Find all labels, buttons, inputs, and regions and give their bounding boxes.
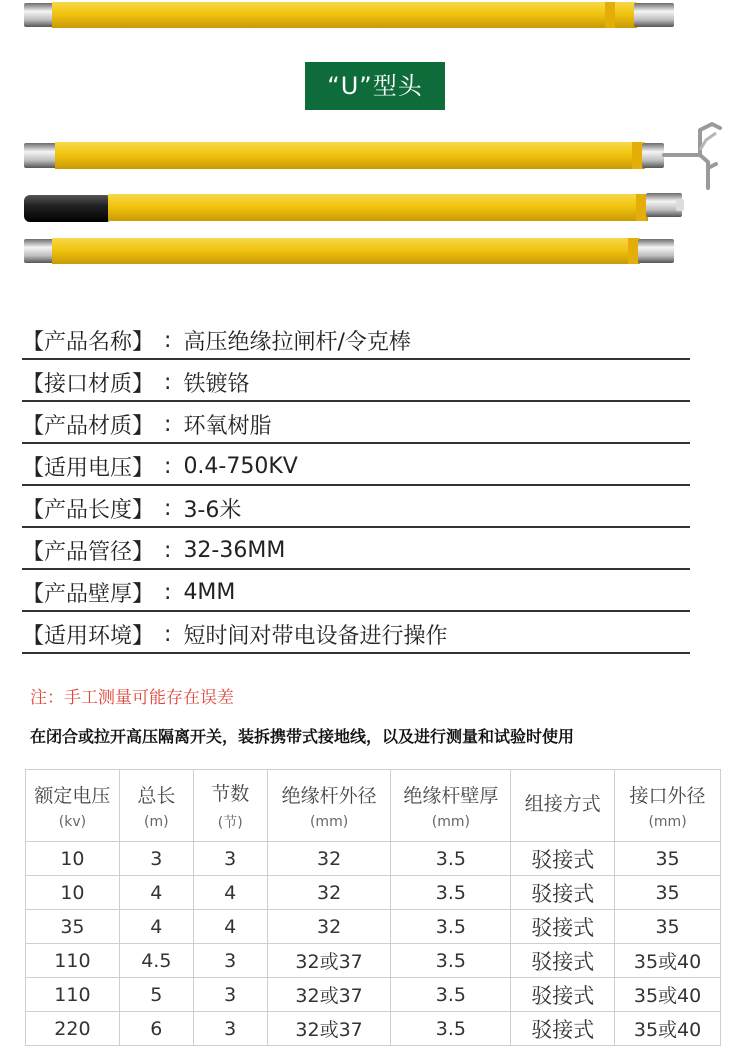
spec-table: [25, 769, 721, 1046]
header-unit: (mm): [648, 814, 687, 830]
spec-key: 【适用电压】: [22, 455, 155, 481]
rod-hook: [24, 124, 720, 188]
product-image: [0, 0, 750, 300]
cell-connection: 驳接式: [511, 1012, 615, 1046]
spec-value: 铁镀铬: [183, 371, 250, 397]
cell-voltage: 110: [26, 944, 120, 978]
table-header-row: [26, 770, 721, 842]
spec-value: 3-6米: [183, 497, 242, 523]
table-row: [26, 910, 721, 944]
cell-outer-diameter: 32或37: [267, 978, 391, 1012]
cell-connection: 驳接式: [511, 944, 615, 978]
cell-sections: 3: [193, 944, 267, 978]
header-unit: (m): [144, 814, 169, 830]
header-interface-diameter: [615, 770, 721, 842]
cell-interface-diameter: 35: [615, 876, 721, 910]
cell-interface-diameter: 35或40: [615, 1012, 721, 1046]
cell-interface-diameter: 35: [615, 910, 721, 944]
header-sections: [193, 770, 267, 842]
spec-separator: :: [164, 579, 172, 605]
cell-voltage: 10: [26, 842, 120, 876]
spec-row-wall-thickness: [22, 570, 690, 612]
table-row: [26, 1012, 721, 1046]
cell-length: 6: [119, 1012, 193, 1046]
spec-value: 短时间对带电设备进行操作: [183, 623, 448, 649]
header-total-length: [119, 770, 193, 842]
table-row: [26, 876, 721, 910]
cell-outer-diameter: 32: [267, 876, 391, 910]
cell-length: 4: [119, 910, 193, 944]
spec-separator: :: [164, 621, 172, 647]
spec-separator: :: [164, 411, 172, 437]
spec-list: [22, 318, 690, 654]
table-row: [26, 842, 721, 876]
spec-row-product-name: [22, 318, 690, 360]
cell-length: 5: [119, 978, 193, 1012]
cell-voltage: 35: [26, 910, 120, 944]
spec-row-length: [22, 486, 690, 528]
cell-connection: 驳接式: [511, 910, 615, 944]
rod-bottom: [24, 238, 674, 264]
spec-separator: :: [164, 369, 172, 395]
cell-connection: 驳接式: [511, 842, 615, 876]
header-wall-thickness: [391, 770, 511, 842]
cell-connection: 驳接式: [511, 978, 615, 1012]
spec-separator: :: [164, 327, 172, 353]
cell-connection: 驳接式: [511, 876, 615, 910]
header-label: 绝缘杆壁厚: [403, 785, 499, 807]
cell-sections: 3: [193, 978, 267, 1012]
spec-row-product-material: [22, 402, 690, 444]
spec-separator: :: [164, 537, 172, 563]
spec-value: 0.4-750KV: [183, 453, 298, 479]
cell-wall-thickness: 3.5: [391, 944, 511, 978]
cell-wall-thickness: 3.5: [391, 842, 511, 876]
spec-value: 32-36MM: [183, 537, 286, 563]
spec-key: 【产品壁厚】: [22, 581, 155, 607]
cell-sections: 3: [193, 842, 267, 876]
spec-key: 【产品名称】: [22, 329, 155, 355]
cell-wall-thickness: 3.5: [391, 978, 511, 1012]
header-outer-diameter: [267, 770, 391, 842]
spec-row-diameter: [22, 528, 690, 570]
spec-value: 4MM: [183, 579, 236, 605]
usage-description: 在闭合或拉开高压隔离开关，装拆携带式接地线，以及进行测量和试验时使用: [30, 727, 575, 746]
spec-value: 环氧树脂: [183, 413, 272, 439]
header-label: 接口外径: [629, 785, 706, 807]
header-label: 额定电压: [34, 785, 111, 807]
header-label: 绝缘杆外径: [281, 785, 377, 807]
cell-wall-thickness: 3.5: [391, 910, 511, 944]
header-rated-voltage: [26, 770, 120, 842]
spec-value: 高压绝缘拉闸杆/令克棒: [183, 329, 411, 355]
table-row: [26, 978, 721, 1012]
cell-sections: 3: [193, 1012, 267, 1046]
spec-row-interface-material: [22, 360, 690, 402]
table-row: [26, 944, 721, 978]
spec-key: 【产品管径】: [22, 539, 155, 565]
spec-row-environment: [22, 612, 690, 654]
spec-key: 【适用环境】: [22, 623, 155, 649]
cell-outer-diameter: 32: [267, 842, 391, 876]
cell-length: 4: [119, 876, 193, 910]
header-label: 节数: [211, 783, 250, 805]
rod-top: [24, 2, 674, 28]
spec-key: 【接口材质】: [22, 371, 155, 397]
cell-interface-diameter: 35或40: [615, 944, 721, 978]
header-connection-type: [511, 770, 615, 842]
header-label: 总长: [137, 785, 176, 807]
cell-wall-thickness: 3.5: [391, 876, 511, 910]
header-unit: (节): [217, 815, 243, 831]
cell-interface-diameter: 35或40: [615, 978, 721, 1012]
spec-key: 【产品长度】: [22, 497, 155, 523]
cell-outer-diameter: 32或37: [267, 1012, 391, 1046]
cell-length: 3: [119, 842, 193, 876]
header-unit: (mm): [309, 814, 349, 830]
cell-wall-thickness: 3.5: [391, 1012, 511, 1046]
cell-voltage: 10: [26, 876, 120, 910]
header-label: 组接方式: [524, 793, 601, 815]
spec-separator: :: [164, 453, 172, 479]
cell-interface-diameter: 35: [615, 842, 721, 876]
spec-key: 【产品材质】: [22, 413, 155, 439]
measurement-note: 注：手工测量可能存在误差: [30, 688, 234, 708]
spec-row-voltage: [22, 444, 690, 486]
insulating-rods-illustration: [0, 0, 750, 300]
cell-sections: 4: [193, 876, 267, 910]
cell-sections: 4: [193, 910, 267, 944]
cell-voltage: 220: [26, 1012, 120, 1046]
u-head-badge: “U”型头: [305, 62, 445, 110]
cell-outer-diameter: 32: [267, 910, 391, 944]
header-unit: (mm): [431, 814, 470, 830]
cell-voltage: 110: [26, 978, 120, 1012]
cell-outer-diameter: 32或37: [267, 944, 391, 978]
spec-separator: :: [164, 495, 172, 521]
header-unit: (kv): [58, 814, 87, 830]
rod-handle: [24, 193, 684, 222]
cell-length: 4.5: [119, 944, 193, 978]
